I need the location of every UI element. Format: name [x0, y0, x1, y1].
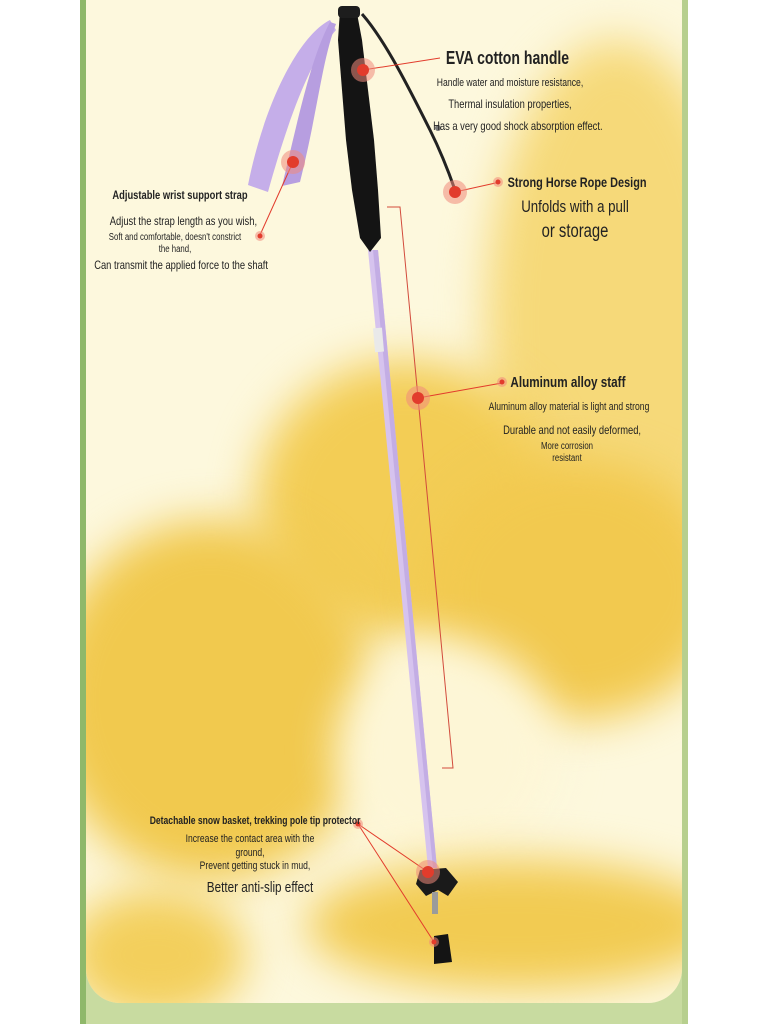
- rope-line-1: Unfolds with a pull: [521, 197, 629, 216]
- handle-line-2: Thermal insulation properties,: [448, 97, 572, 111]
- strap-title: Adjustable wrist support strap: [112, 188, 248, 202]
- staff-callout-line: [418, 383, 502, 398]
- strap-line-1: Adjust the strap length as you wish,: [109, 214, 258, 228]
- staff-callout-end: [497, 377, 507, 387]
- basket-line-2: ground,: [235, 847, 265, 859]
- rope-line-2: or storage: [541, 221, 609, 242]
- strap-callout-end: [255, 231, 265, 241]
- handle-line-3: Has a very good shock absorption effect.: [433, 119, 603, 133]
- staff-line-1: Aluminum alloy material is light and strong: [488, 401, 650, 413]
- staff-line-4: resistant: [552, 453, 582, 464]
- rope-callout-end: [493, 177, 503, 187]
- basket-callout-line-1: [358, 824, 428, 872]
- handle-callout-dot: [351, 58, 375, 82]
- basket-callout-dot: [416, 860, 440, 884]
- strap-line-2: Soft and comfortable, doesn't constrict: [108, 232, 242, 243]
- handle-title: EVA cotton handle: [445, 48, 570, 68]
- strap-line-3: the hand,: [158, 244, 192, 255]
- strap-line-4: Can transmit the applied force to the shaft: [94, 258, 268, 272]
- basket-line-3: Prevent getting stuck in mud,: [199, 860, 311, 872]
- eva-handle: [338, 8, 381, 252]
- basket-line-1: Increase the contact area with the: [185, 833, 315, 845]
- basket-line-4: Better anti-slip effect: [206, 879, 314, 896]
- handle-line-1: Handle water and moisture resistance,: [436, 77, 584, 89]
- rope-title: Strong Horse Rope Design: [507, 174, 647, 190]
- pole-tip: [432, 892, 438, 914]
- basket-title: Detachable snow basket, trekking pole tip protector: [149, 815, 361, 827]
- strap-callout-dot: [281, 150, 305, 174]
- staff-line-3: More corrosion: [540, 441, 594, 452]
- handle-cap: [338, 6, 360, 18]
- rope-callout-dot: [443, 180, 467, 204]
- staff-title: Aluminum alloy staff: [510, 374, 626, 391]
- tip-callout-dot: [429, 937, 439, 947]
- staff-callout-dot: [406, 386, 430, 410]
- staff-line-2: Durable and not easily deformed,: [503, 423, 642, 437]
